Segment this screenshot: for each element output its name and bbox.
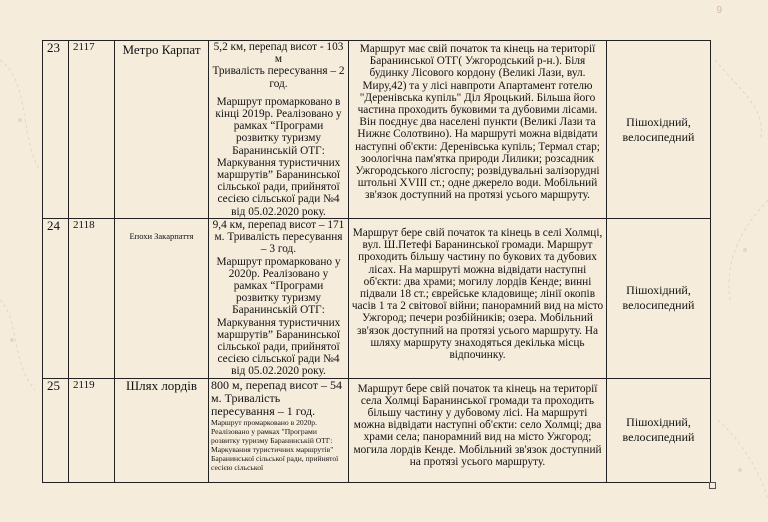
route-description <box>349 219 607 379</box>
route-details <box>209 219 349 379</box>
route-marking-note: Маршрут промарковано в 2020р. Реалізовано у рамках "Програми розвитку туризму Баранинській ОТГ: Маркування туристичних маршрутів" Баранинської сільської ради, прийнятої сесією сільської <box>211 417 339 472</box>
table-row <box>43 378 711 482</box>
route-name: Метро Карпат <box>115 41 209 219</box>
route-details <box>209 378 349 482</box>
route-duration: Тривалість пересування – 2 год. <box>212 65 345 90</box>
route-distance-duration: 9,4 км, перепад висот – 171 м. Тривалість пересування – 3 год. <box>212 219 345 256</box>
route-marking-note: Маршрут промарковано у 2020р. Реалізовано у рамках “Програми розвитку туризму Баранинській ОТГ: Маркування туристичних маршрутів” Баранинської сільської ради, прийнятої сесією сільської ради №4 від 05.02.2020 року. <box>216 255 341 378</box>
table-row <box>43 41 711 219</box>
route-description-text: Маршрут має свій початок та кінець на території Баранинської ОТГ( Ужгородський р-н.). Біля будинку Лісового кордону (Великі Лази, вул. Миру,42) та у лісі навпроти Апартамент готелю "Деренівська купіль" Діл Яроцький. Більша його частина проходить буковими та дубовими лісами. Він поєднує два населені пункти (Великі Лази та Нижнє Солотвино). На маршруті можна відвідати наступні об'єкти: Деренівська купіль; Термал стар; зоологічна пам'ятка природи Лилики; розсадник Ужгородського лісгоспу; розвідувальні залізорудні штольні XVIII ст.; одне джерело води. Мобільний зв'язок доступний на протязі усього маршруту. <box>355 43 600 202</box>
route-number: 24 <box>43 219 69 379</box>
page-corner-marker <box>709 482 716 489</box>
route-type: Пішохідний, велосипедний <box>607 219 711 379</box>
routes-table <box>42 40 711 483</box>
table-row <box>43 219 711 379</box>
route-description <box>349 378 607 482</box>
route-description-text: Маршрут бере свій початок та кінець в селі Холмці, вул. Ш.Петефі Баранинської громади. Маршрут проходить більшу частину по букових та дубових лісах. На маршруті можна відвідати наступні об'єкти: два храми; могилу лордів Кенде; винні підвали 18 ст.; єврейське кладовище; лінії окопів часів 1 та 2 світової війни; панорамний вид на місто Ужгород; печери розбійників; озера. Мобільний зв'язок доступний на протязі усього маршруту. На шляху маршруту знаходяться декілька місць відпочинку. <box>351 227 604 362</box>
route-code: 2118 <box>69 219 115 379</box>
route-code: 2117 <box>69 41 115 219</box>
route-name: Шлях лордів <box>115 378 209 482</box>
route-code: 2119 <box>69 378 115 482</box>
route-type: Пішохідний, велосипедний <box>607 41 711 219</box>
route-number: 25 <box>43 378 69 482</box>
route-distance-duration: 800 м, перепад висот – 54 м. Тривалість пересування – 1 год. <box>211 377 343 418</box>
route-distance: 5,2 км, перепад висот - 103 м <box>213 41 344 66</box>
route-type: Пішохідний, велосипедний <box>607 378 711 482</box>
route-marking-note: Маршрут промарковано в кінці 2019р. Реалізовано у рамках “Програми розвитку туризму Баранинській ОТГ: Маркування туристичних маршрутів” Баранинської сільської ради, прийнятої сесією сільської ради №4 від 05.02.2020 року. <box>215 95 342 218</box>
route-details <box>209 41 349 219</box>
page-number: 9 <box>716 5 722 16</box>
route-description-text: Маршрут бере свій початок та кінець на території села Холмці Баранинської громади та проходить більшу частину у дубовому лісі. На маршруті можна відвідати наступні об'єкти: село Холмці; два храми села; панорамний вид на місто Ужгород; могила лордів Кенде. Мобільний зв'язок доступний на протязі усього маршруту. <box>353 382 602 468</box>
route-number: 23 <box>43 41 69 219</box>
route-name: Епохи Закарпаття <box>115 219 209 379</box>
route-description <box>349 41 607 219</box>
